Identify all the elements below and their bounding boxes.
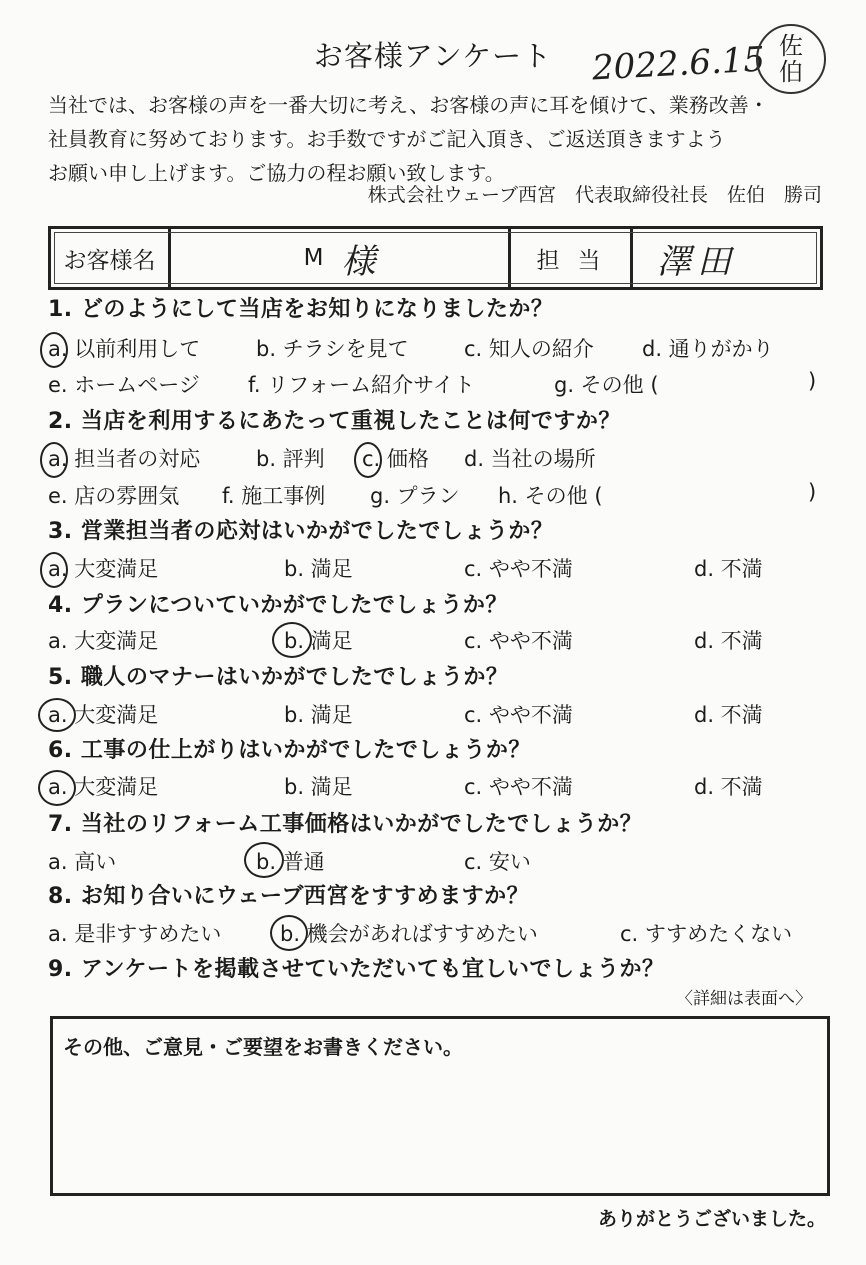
q3-option-c[interactable]: c. やや不満 (464, 557, 573, 581)
q1-selected-circle (40, 332, 68, 368)
staff-name-field[interactable] (633, 229, 820, 287)
question-5: 5. 職人のマナーはいかがでしたでしょうか？ (48, 665, 509, 690)
q6-option-b[interactable]: b. 満足 (284, 775, 353, 799)
q2-option-d[interactable]: d. 当社の場所 (464, 447, 596, 471)
q2-option-a[interactable]: a. 担当者の対応 (48, 447, 201, 471)
question-7: 7. 当社のリフォーム工事価格はいかがでしたでしょうか？ (48, 812, 643, 837)
customer-initial: M (303, 245, 324, 271)
q2-option-g[interactable]: g. プラン (370, 484, 460, 508)
q7-option-c[interactable]: c. 安い (464, 850, 531, 874)
q1-option-g[interactable]: g. その他 ( (554, 373, 659, 397)
page-title: お客様アンケート (313, 39, 553, 73)
q1-option-a[interactable]: a. 以前利用して (48, 337, 201, 361)
q7-option-b[interactable]: b. 普通 (256, 850, 325, 874)
customer-name-field[interactable] (171, 229, 511, 287)
intro-line: お願い申し上げます。ご協力の程お願い致します。 (48, 161, 505, 185)
q6-option-c[interactable]: c. やや不満 (464, 775, 573, 799)
intro-text (48, 88, 838, 190)
question-4: 4. プランについていかがでしたでしょうか？ (48, 593, 508, 618)
q1-paren-close: ) (808, 369, 817, 393)
thank-you-text: ありがとうございました。 (597, 1208, 826, 1230)
question-6: 6. 工事の仕上がりはいかがでしたでしょうか？ (48, 738, 531, 763)
question-2: 2. 当店を利用するにあたって重視したことは何ですか？ (48, 409, 621, 434)
q5-option-b[interactable]: b. 満足 (284, 703, 353, 727)
q3-selected-circle (40, 552, 68, 588)
q7-option-a[interactable]: a. 高い (48, 850, 117, 874)
signature-seal (756, 24, 826, 94)
q2-option-f[interactable]: f. 施工事例 (222, 484, 326, 508)
q6-selected-circle (38, 770, 76, 806)
question-1: 1. どのようにして当店をお知りになりましたか？ (48, 297, 554, 322)
question-8: 8. お知り合いにウェーブ西宮をすすめますか？ (48, 884, 530, 909)
comments-textarea[interactable] (50, 1016, 830, 1196)
intro-line: 社員教育に努めております。お手数ですがご記入頂き、ご返送頂きますよう (48, 127, 726, 151)
q2-option-c[interactable]: c. 価格 (362, 447, 429, 471)
q1-option-b[interactable]: b. チラシを見て (256, 337, 409, 361)
q4-option-c[interactable]: c. やや不満 (464, 629, 573, 653)
company-signature: 株式会社ウェーブ西宮 代表取締役社長 佐伯 勝司 (367, 184, 822, 206)
customer-info-table (48, 226, 823, 290)
handwritten-date: 2022.6.15 (591, 39, 766, 89)
q4-option-b[interactable]: b. 満足 (284, 629, 353, 653)
question-3: 3. 営業担当者の応対はいかがでしたでしょうか？ (48, 519, 554, 544)
q8-selected-circle (270, 915, 308, 951)
q1-option-e[interactable]: e. ホームページ (48, 373, 200, 397)
q7-selected-circle (244, 842, 284, 878)
q2-option-h[interactable]: h. その他 ( (498, 484, 603, 508)
q4-selected-circle (272, 622, 312, 658)
q3-option-a[interactable]: a. 大変満足 (48, 557, 159, 581)
staff-label: 担当 (511, 229, 633, 287)
seal-char-bottom: 伯 (779, 58, 803, 86)
q8-option-c[interactable]: c. すすめたくない (620, 922, 793, 946)
q5-option-c[interactable]: c. やや不満 (464, 703, 573, 727)
q1-option-c[interactable]: c. 知人の紹介 (464, 337, 594, 361)
q3-option-b[interactable]: b. 満足 (284, 557, 353, 581)
q2-selected-circle-a (40, 442, 68, 478)
q2-option-e[interactable]: e. 店の雰囲気 (48, 484, 180, 508)
q1-option-d[interactable]: d. 通りがかり (642, 337, 774, 361)
q5-selected-circle (38, 698, 76, 732)
q5-option-a[interactable]: a. 大変満足 (48, 703, 159, 727)
q8-option-b[interactable]: b. 機会があればすすめたい (280, 922, 538, 946)
staff-name: 澤田 (657, 241, 737, 282)
seal-char-top: 佐 (779, 32, 803, 60)
customer-name-label: お客様名 (51, 229, 171, 287)
q6-option-a[interactable]: a. 大変満足 (48, 775, 159, 799)
q5-option-d[interactable]: d. 不満 (694, 703, 763, 727)
q4-option-d[interactable]: d. 不満 (694, 629, 763, 653)
q2-paren-close: ) (808, 480, 817, 504)
q6-option-d[interactable]: d. 不満 (694, 775, 763, 799)
q2-option-b[interactable]: b. 評判 (256, 447, 325, 471)
q4-option-a[interactable]: a. 大変満足 (48, 629, 159, 653)
q8-option-a[interactable]: a. 是非すすめたい (48, 922, 222, 946)
intro-line: 当社では、お客様の声を一番大切に考え、お客様の声に耳を傾けて、業務改善・ (48, 93, 769, 117)
detail-note: 〈詳細は表面へ〉 (676, 989, 812, 1009)
q2-selected-circle-c (354, 442, 382, 478)
question-9: 9. アンケートを掲載させていただいても宜しいでしょうか？ (48, 957, 665, 982)
customer-name-suffix: 様 (341, 241, 376, 282)
q3-option-d[interactable]: d. 不満 (694, 557, 763, 581)
q1-option-f[interactable]: f. リフォーム紹介サイト (248, 373, 475, 397)
comments-label: その他、ご意見・ご要望をお書きください。 (63, 1035, 463, 1059)
